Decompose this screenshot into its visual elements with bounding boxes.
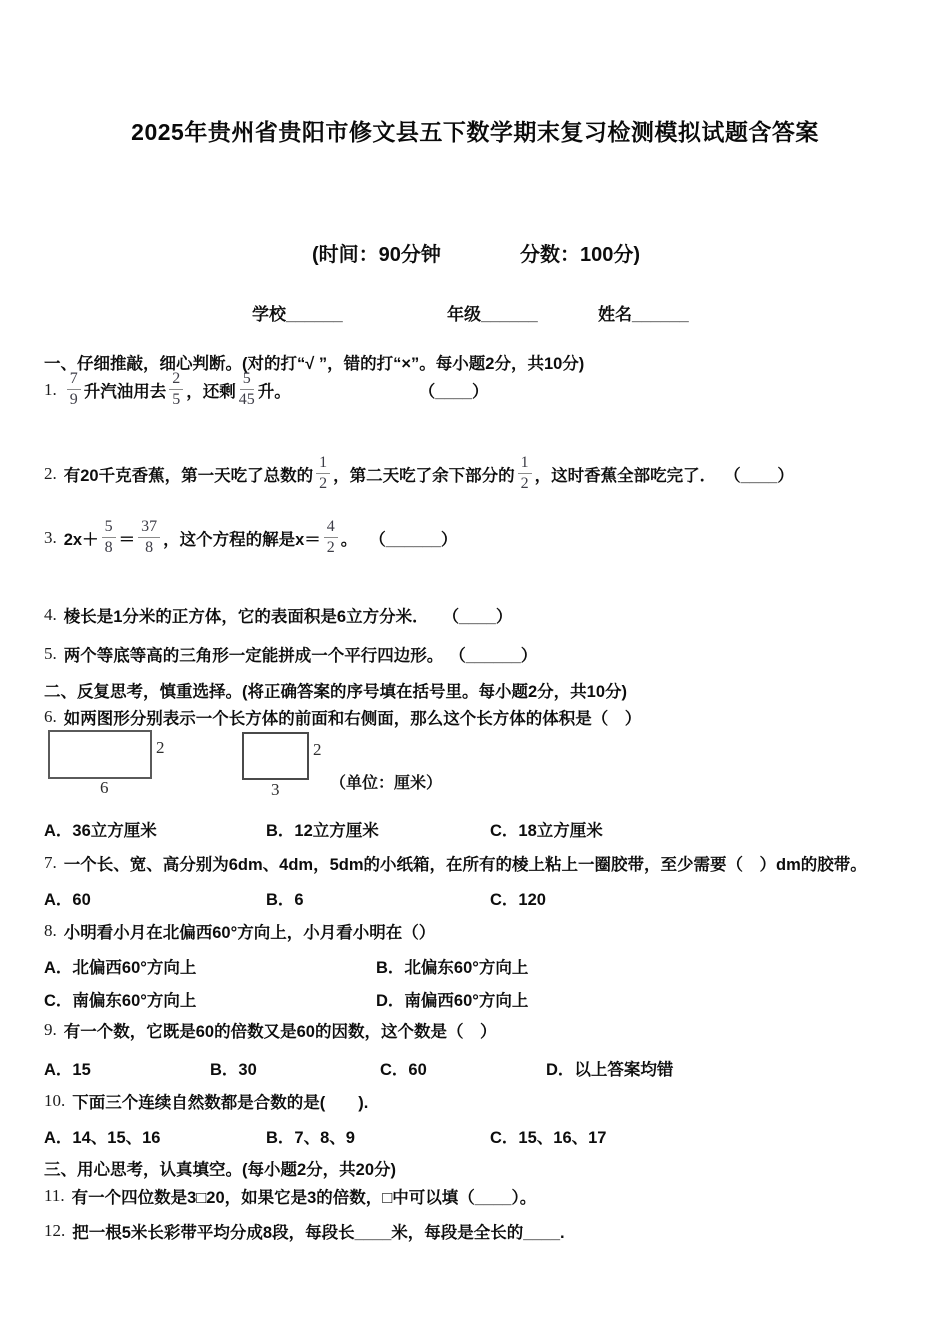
fraction-1-2 <box>316 454 330 494</box>
numerator: 7 <box>67 370 81 390</box>
denominator: 8 <box>145 539 154 557</box>
question-2-text: ，第二天吃了余下部分的 <box>333 466 515 485</box>
answer-blank: （____） <box>418 382 489 401</box>
question-8-number: 8. <box>44 921 57 940</box>
question-4-text: 棱长是1分米的正方体，它的表面积是6立方分米． <box>63 608 429 626</box>
numerator: 1 <box>316 454 330 474</box>
question-11 <box>44 1184 536 1208</box>
question-3-text: ，这个方程的解是x＝ <box>163 530 321 549</box>
question-2 <box>44 454 794 494</box>
question-3-text: 。 <box>340 530 358 549</box>
fraction-37-8 <box>138 518 160 558</box>
time-label: (时间：90分钟 <box>312 244 441 266</box>
answer-blank: （______） <box>369 530 458 549</box>
question-4 <box>44 603 512 627</box>
fraction-7-9 <box>67 370 81 410</box>
question-5-number: 5. <box>44 644 57 663</box>
fraction-5-8 <box>102 518 116 558</box>
question-2-number: 2. <box>44 463 57 483</box>
question-9-option-a: A．15 <box>44 1061 91 1079</box>
question-6-number: 6. <box>44 707 57 726</box>
answer-blank: （____） <box>442 608 513 626</box>
name-field: 姓名______ <box>598 305 689 324</box>
question-1-text: 升汽油用去 <box>83 382 167 401</box>
side-face-rectangle <box>242 732 309 780</box>
question-3 <box>44 518 457 558</box>
question-2-text: 有20千克香蕉，第一天吃了总数的 <box>63 466 314 485</box>
question-11-number: 11. <box>44 1186 65 1205</box>
question-7-option-c: C．120 <box>490 891 546 909</box>
section-1-heading: 一、仔细推敲，细心判断。(对的打“√ ”，错的打“×”。每小题2分，共10分) <box>44 355 585 373</box>
question-6-figure <box>0 726 950 808</box>
question-7-option-a: A．60 <box>44 891 91 909</box>
grade-field: 年级______ <box>447 305 538 324</box>
fraction-1-2 <box>518 454 532 494</box>
fraction-5-45 <box>239 370 255 410</box>
question-3-number: 3. <box>44 527 57 547</box>
numerator: 4 <box>324 518 338 538</box>
question-8-option-c: C．南偏东60°方向上 <box>44 992 197 1010</box>
numerator: 5 <box>102 518 116 538</box>
question-10-number: 10. <box>44 1091 66 1110</box>
question-12-number: 12. <box>44 1221 66 1240</box>
question-7 <box>44 851 867 875</box>
question-9-text: 有一个数，它既是60的倍数又是60的因数，这个数是（ ） <box>63 1023 497 1041</box>
question-9-number: 9. <box>44 1020 57 1039</box>
question-6-text: 如两图形分别表示一个长方体的前面和右侧面，那么这个长方体的体积是（ ） <box>63 710 642 728</box>
question-4-number: 4. <box>44 605 57 624</box>
unit-note: （单位：厘米） <box>330 775 443 792</box>
question-8-text: 小明看小月在北偏西60°方向上，小月看小明在（） <box>63 924 436 942</box>
numerator: 37 <box>138 518 160 538</box>
fraction-2-5 <box>169 370 183 410</box>
question-6-option-b: B．12立方厘米 <box>266 822 379 840</box>
question-1-text: ，还剩 <box>186 382 236 401</box>
question-7-text: 一个长、宽、高分别为6dm、4dm，5dm的小纸箱，在所有的棱上粘上一圈胶带，至少需要（ ）dm的胶带。 <box>63 856 867 874</box>
question-11-text: 有一个四位数是3□20，如果它是3的倍数，□中可以填（____）。 <box>71 1189 537 1207</box>
denominator: 5 <box>172 391 181 409</box>
fraction-4-2 <box>324 518 338 558</box>
section-2-heading: 二、反复思考，慎重选择。(将正确答案的序号填在括号里。每小题2分，共10分) <box>44 683 628 701</box>
question-10 <box>44 1089 368 1113</box>
denominator: 8 <box>104 539 113 557</box>
question-6-option-a: A．36立方厘米 <box>44 822 157 840</box>
question-3-text: 2x＋ <box>63 530 99 549</box>
section-3-heading: 三、用心思考，认真填空。(每小题2分，共20分) <box>44 1161 397 1179</box>
question-1-text: 升。 <box>257 382 291 401</box>
denominator: 2 <box>319 475 328 493</box>
question-8-option-d: D．南偏西60°方向上 <box>376 992 529 1010</box>
score-label: 分数：100分) <box>520 244 641 266</box>
question-7-number: 7. <box>44 853 57 872</box>
question-10-option-b: B．7、8、9 <box>266 1129 355 1147</box>
question-12 <box>44 1219 565 1243</box>
question-9-option-d: D．以上答案均错 <box>546 1061 674 1079</box>
question-9-option-c: C．60 <box>380 1061 427 1079</box>
numerator: 2 <box>169 370 183 390</box>
question-8 <box>44 919 435 943</box>
denominator: 2 <box>520 475 529 493</box>
question-10-option-a: A．14、15、16 <box>44 1129 161 1147</box>
denominator: 9 <box>69 391 78 409</box>
question-8-option-b: B．北偏东60°方向上 <box>376 959 529 977</box>
question-12-text: 把一根5米长彩带平均分成8段，每段长____米，每段是全长的____. <box>72 1224 565 1242</box>
denominator: 2 <box>326 539 335 557</box>
denominator: 45 <box>238 391 255 409</box>
question-5-text: 两个等底等高的三角形一定能拼成一个平行四边形。 <box>63 647 444 665</box>
question-8-option-a: A．北偏西60°方向上 <box>44 959 197 977</box>
school-field: 学校______ <box>252 305 343 324</box>
rect2-width-label: 3 <box>271 780 280 799</box>
question-5 <box>44 642 537 666</box>
question-10-text: 下面三个连续自然数都是合数的是( ). <box>72 1094 369 1112</box>
question-7-option-b: B．6 <box>266 891 304 909</box>
question-9 <box>44 1018 496 1042</box>
question-3-text: ＝ <box>118 530 136 549</box>
question-1-number: 1. <box>44 379 57 399</box>
question-9-option-b: B．30 <box>210 1061 257 1079</box>
question-2-text: ，这时香蕉全部吃完了． <box>534 466 717 485</box>
numerator: 5 <box>240 370 254 390</box>
question-6-option-c: C．18立方厘米 <box>490 822 603 840</box>
rect1-width-label: 6 <box>100 778 109 797</box>
front-face-rectangle <box>48 730 152 779</box>
question-10-option-c: C．15、16、17 <box>490 1129 607 1147</box>
answer-blank: （____） <box>724 466 794 485</box>
page-title: 2025年贵州省贵阳市修文县五下数学期末复习检测模拟试题含答案 <box>131 119 819 145</box>
rect1-height-label: 2 <box>156 738 165 757</box>
numerator: 1 <box>518 454 532 474</box>
answer-blank: （______） <box>449 647 538 665</box>
question-1 <box>44 370 488 410</box>
rect2-height-label: 2 <box>313 740 322 759</box>
